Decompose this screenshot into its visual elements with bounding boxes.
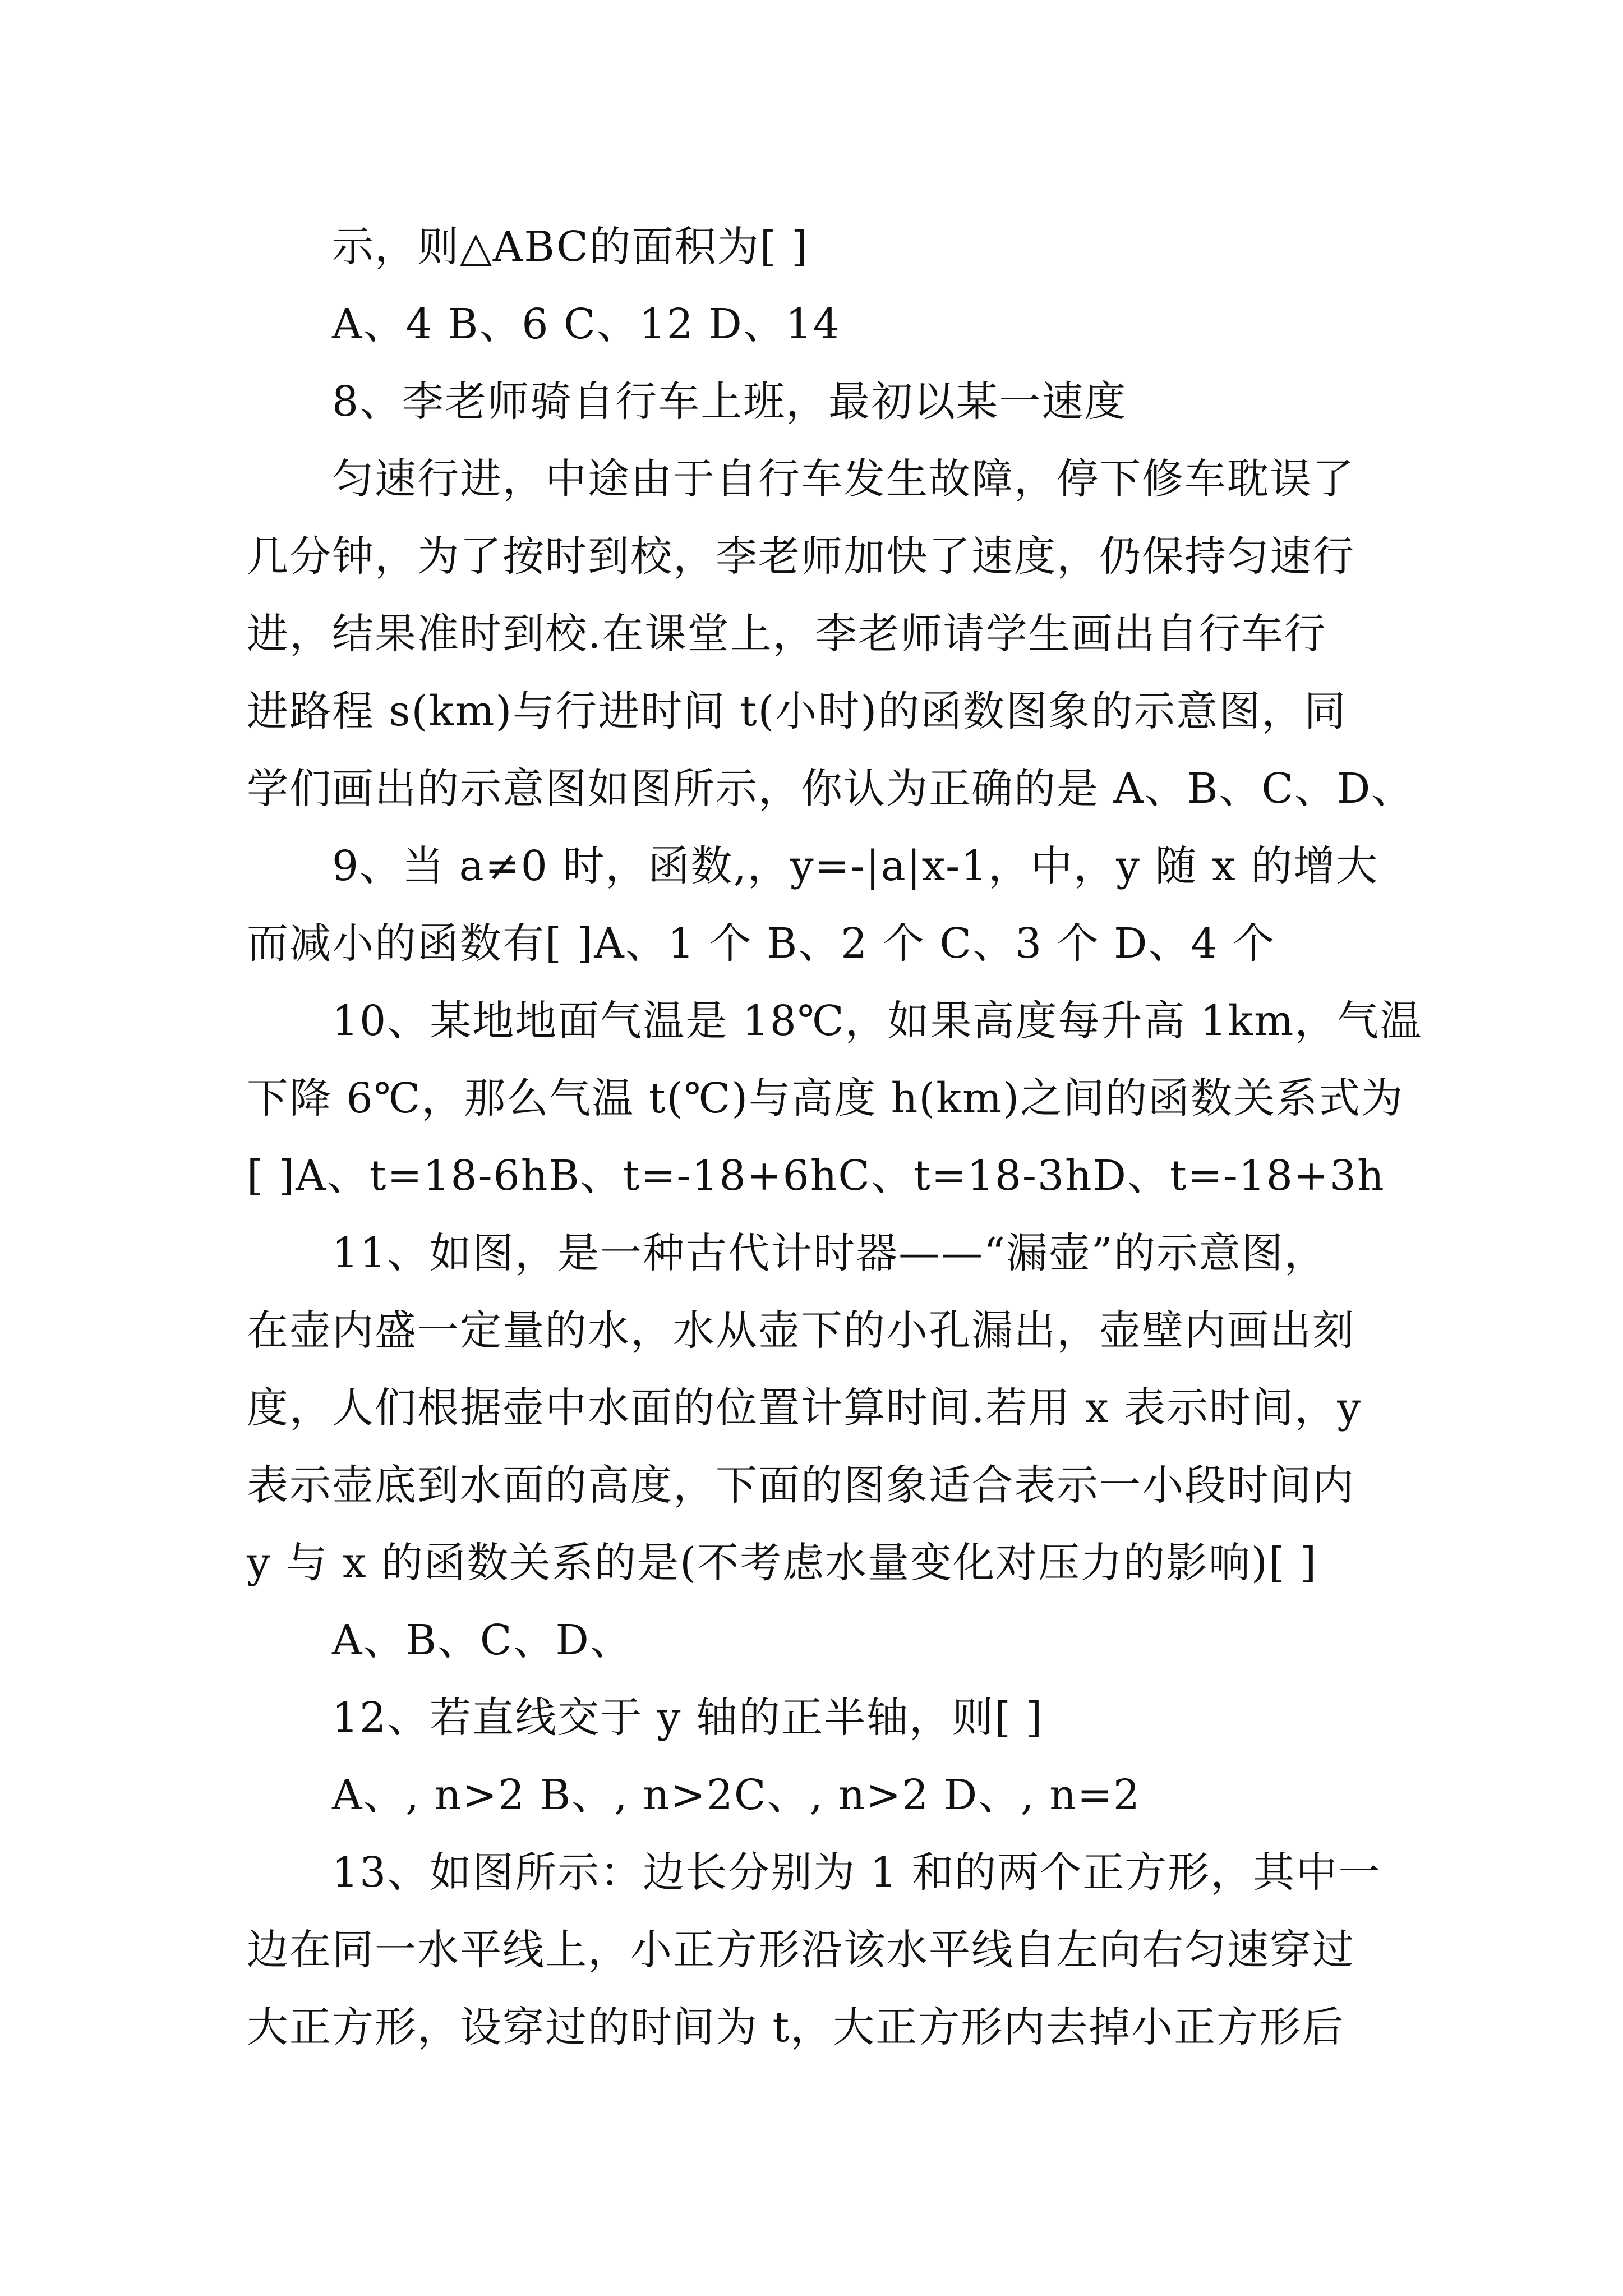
- text-line-12: 下降 6℃，那么气温 t(℃)与高度 h(km)之间的函数关系式为: [247, 1074, 1404, 1122]
- text-line-21: A、, n>2 B、, n>2C、, n>2 D、, n=2: [332, 1771, 1141, 1819]
- text-line-22: 13、如图所示：边长分别为 1 和的两个正方形，其中一: [332, 1848, 1381, 1897]
- text-line-18: y 与 x 的函数关系的是(不考虑水量变化对压力的影响)[ ]: [247, 1539, 1318, 1587]
- text-line-9: 9、当 a≠0 时，函数,，y=-|a|x-1，中，y 随 x 的增大: [332, 842, 1379, 890]
- text-line-5: 几分钟，为了按时到校，李老师加快了速度，仍保持匀速行: [247, 532, 1355, 581]
- text-line-20: 12、若直线交于 y 轴的正半轴，则[ ]: [332, 1694, 1044, 1742]
- text-line-11: 10、某地地面气温是 18℃，如果高度每升高 1km，气温: [332, 997, 1423, 1045]
- text-line-7: 进路程 s(km)与行进时间 t(小时)的函数图象的示意图，同: [247, 687, 1347, 735]
- text-line-2: A、4 B、6 C、12 D、14: [332, 300, 841, 348]
- text-line-13: [ ]A、t=18-6hB、t=-18+6hC、t=18-3hD、t=-18+3h: [247, 1152, 1385, 1200]
- text-line-3: 8、李老师骑自行车上班，最初以某一速度: [332, 378, 1127, 426]
- text-line-23: 边在同一水平线上，小正方形沿该水平线自左向右匀速穿过: [247, 1926, 1355, 1974]
- text-line-14: 11、如图，是一种古代计时器——“漏壶”的示意图，: [332, 1229, 1327, 1277]
- text-line-10: 而减小的函数有[ ]A、1 个 B、2 个 C、3 个 D、4 个: [247, 919, 1276, 968]
- text-line-1: 示，则△ABC的面积为[ ]: [332, 223, 809, 271]
- text-line-16: 度，人们根据壶中水面的位置计算时间.若用 x 表示时间，y: [247, 1384, 1362, 1432]
- text-line-15: 在壶内盛一定量的水，水从壶下的小孔漏出，壶壁内画出刻: [247, 1306, 1355, 1355]
- text-line-19: A、B、C、D、: [332, 1616, 633, 1664]
- text-line-4: 匀速行进，中途由于自行车发生故障，停下修车耽误了: [332, 455, 1355, 503]
- text-line-6: 进，结果准时到校.在课堂上，李老师请学生画出自行车行: [247, 610, 1327, 658]
- text-line-8: 学们画出的示意图如图所示，你认为正确的是 A、B、C、D、: [247, 765, 1414, 813]
- text-line-17: 表示壶底到水面的高度，下面的图象适合表示一小段时间内: [247, 1461, 1355, 1510]
- text-line-24: 大正方形，设穿过的时间为 t，大正方形内去掉小正方形后: [247, 2003, 1345, 2051]
